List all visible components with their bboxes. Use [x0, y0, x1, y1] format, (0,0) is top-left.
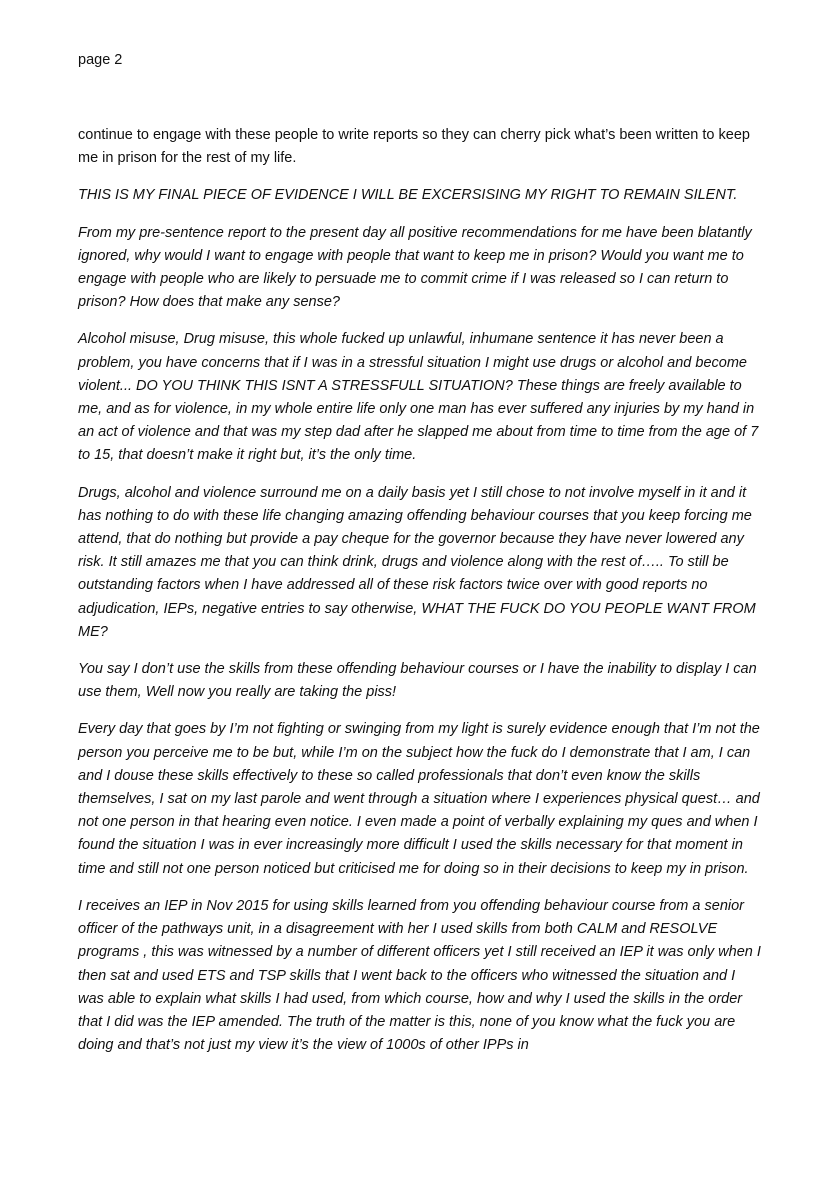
paragraph-4: Alcohol misuse, Drug misuse, this whole fucked up unlawful, inhumane sentence it has never been a problem, you have concerns that if I was in a stressful situation I might use drugs or alcohol and become violent... DO YOU THINK THIS ISNT A STRESSFULL SITUATION? These things are freely available to me, and as for violence, in my whole entire life only one man has ever suffered any injuries by my hand in an act of violence and that was my step dad after he slapped me about from time to time from the age of 7 to 15, that doesn’t make it right but, it’s the only time.: [78, 331, 759, 464]
paragraph-8: I receives an IEP in Nov 2015 for using skills learned from you offending behaviour course from a senior officer of the pathways unit, in a disagreement with her I used skills from both CALM and RESOLVE programs , this was witnessed by a number of different officers yet I still received an IEP it was only when I then sat and used ETS and TSP skills that I went back to the officers who witnessed the situation and I was able to explain what skills I had used, from which course, how and why I used the skills in the order that I did was the IEP amended. The truth of the matter is this, none of you know what the fuck you are doing and that’s not just my view it’s the view of 1000s of other IPPs in: [78, 897, 761, 1054]
document-body: [78, 124, 764, 1071]
paragraph-6: You say I don’t use the skills from these offending behaviour courses or I have the inability to display I can use them, Well now you really are taking the piss!: [78, 661, 757, 701]
paragraph-5: Drugs, alcohol and violence surround me on a daily basis yet I still chose to not involve myself in it and it has nothing to do with these life changing amazing offending behaviour courses that you keep forcing me attend, that do nothing but provide a pay cheque for the governor because they have never lowered any risk. It still amazes me that you can think drink, drugs and violence along with the rest of….. To still be outstanding factors when I have addressed all of these risk factors twice over with good reports no adjudication, IEPs, negative entries to say otherwise, WHAT THE FUCK DO YOU PEOPLE WANT FROM ME?: [78, 484, 756, 640]
page-number-label: page 2: [78, 52, 123, 68]
paragraph-7: Every day that goes by I’m not fighting or swinging from my light is surely evidence enough that I’m not the person you perceive me to be but, while I’m on the subject how the fuck do I demonstrate that I am, I can and I douse these skills effectively to these so called professionals that don’t even know the skills themselves, I sat on my last parole and went through a situation where I experiences physical quest… and not one person in that hearing even notice. I even made a point of verbally explaining my ques and when I found the situation I was in ever increasingly more difficult I used the skills necessary for that moment in time and still not one person noticed but criticised me for doing so in their decisions to keep my in prison.: [78, 721, 760, 877]
paragraph-1: continue to engage with these people to write reports so they can cherry pick what’s been written to keep me in prison for the rest of my life.: [78, 127, 750, 167]
paragraph-3: From my pre-sentence report to the present day all positive recommendations for me have been blatantly ignored, why would I want to engage with people that want to keep me in prison? Would you want me to engage with people who are likely to persuade me to commit crime if I was released so I can return to prison? How does that make any sense?: [78, 224, 752, 311]
paragraph-2-final-evidence: THIS IS MY FINAL PIECE OF EVIDENCE I WILL BE EXCERSISING MY RIGHT TO REMAIN SILENT.: [78, 187, 738, 204]
